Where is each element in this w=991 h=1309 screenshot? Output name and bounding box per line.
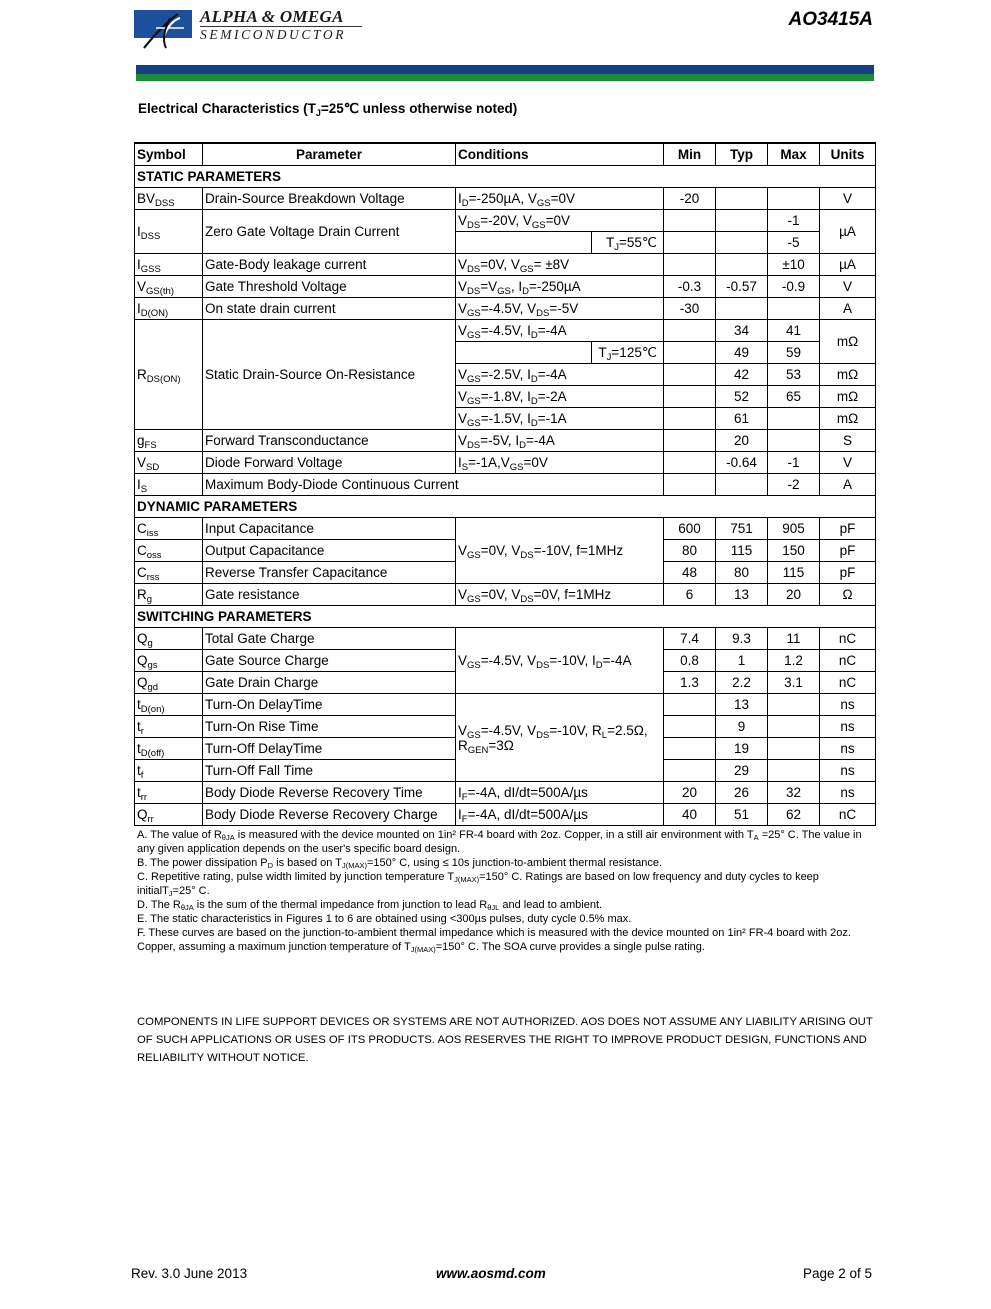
min-cell: 0.8 (664, 650, 716, 672)
symbol-cell: $t_{D(off)}$ (135, 738, 203, 760)
symbol-cell: $t_{rr}$ (135, 782, 203, 804)
disclaimer: COMPONENTS IN LIFE SUPPORT DEVICES OR SYSTEMS ARE NOT AUTHORIZED. AOS DOES NOT ASSUME ANY LIABILITY ARISING OUT OF SUCH APPLICATIONS OR USES OF ITS PRODUCTS. AOS RESERVES THE RIGHT TO IMPROVE PRODUCT DESIGN, FUNCTIONS AND RELIABILITY WITHOUT NOTICE. (137, 1016, 873, 1064)
min-cell: 7.4 (664, 628, 716, 650)
symbol-cell: $R_{DS(ON)}$ (135, 320, 203, 430)
min-cell: 40 (664, 804, 716, 826)
max-cell: -0.9 (768, 276, 820, 298)
max-cell: 53 (768, 364, 820, 386)
table-cell (664, 364, 716, 386)
header-typ: Typ (716, 143, 768, 166)
units-cell: Ω (820, 584, 876, 606)
units-cell: V (820, 452, 876, 474)
typ-cell: 2.2 (716, 672, 768, 694)
conditions-cell: $V_{DS}=-5V$, $I_D=-4A$ (456, 430, 664, 452)
units-cell: S (820, 430, 876, 452)
parameter-cell: Turn-Off Fall Time (203, 760, 456, 782)
electrical-characteristics-table (134, 142, 876, 826)
conditions-cell: $V_{GS}=-2.5V$, $I_D=-4A$ (456, 364, 664, 386)
note-c: C. Repetitive rating, pulse width limited by junction temperature $T_{J(MAX)}=150^\circ$ C. Ratings are based on low frequency and duty cycles to keep initialT$_J$=25° C. (137, 871, 819, 898)
conditions-tj-cell: $T_J=125℃$ (592, 342, 664, 364)
typ-cell (716, 298, 768, 320)
alpha-omega-mark-icon (134, 8, 194, 52)
units-cell: V (820, 188, 876, 210)
note-b: B. The power dissipation $P_D$ is based on $T_{J(MAX)}=150^\circ$ C, using ≤ 10s junction-to-ambient thermal resistance. (137, 857, 663, 870)
units-cell: mΩ (820, 386, 876, 408)
table-cell (664, 716, 716, 738)
table-cell (768, 716, 820, 738)
symbol-cell: $C_{rss}$ (135, 562, 203, 584)
max-cell: -1 (768, 210, 820, 232)
symbol-cell: $C_{oss}$ (135, 540, 203, 562)
typ-cell: 13 (716, 584, 768, 606)
typ-cell: 42 (716, 364, 768, 386)
parameter-cell: Forward Transconductance (203, 430, 456, 452)
typ-cell: 34 (716, 320, 768, 342)
note-d: D. The $R_{\theta JA}$ is the sum of the thermal impedance from junction to lead $R_{\theta JL}$ and lead to ambient. (137, 899, 603, 912)
conditions-cell: $V_{DS}=0V$, $V_{GS}= \pm 8V$ (456, 254, 664, 276)
symbol-cell: $g_{FS}$ (135, 430, 203, 452)
conditions-cell: $I_F=-4A$, dI/dt=500A/µs (456, 804, 664, 826)
row-gfs (135, 430, 876, 452)
symbol-cell: $t_r$ (135, 716, 203, 738)
typ-cell: 26 (716, 782, 768, 804)
units-cell: nC (820, 672, 876, 694)
typ-cell: 9.3 (716, 628, 768, 650)
units-cell: pF (820, 562, 876, 584)
max-cell: 20 (768, 584, 820, 606)
conditions-cell: $V_{GS}=0V$, $V_{DS}=0V$, f=1MHz (456, 584, 664, 606)
row-qg (135, 628, 876, 650)
typ-cell: 29 (716, 760, 768, 782)
conditions-cell: $V_{GS}=-4.5V$, $I_D=-4A$ (456, 320, 664, 342)
conditions-cell: $V_{GS}=-4.5V$, $V_{DS}=-5V$ (456, 298, 664, 320)
typ-cell: 51 (716, 804, 768, 826)
company-logo (134, 8, 369, 52)
min-cell: 80 (664, 540, 716, 562)
units-cell: ns (820, 782, 876, 804)
note-a: A. The value of $R_{\theta JA}$ is measured with the device mounted on 1in² FR-4 board with 2oz. Copper, in a still air environment with $T_A =25^\circ$ C. The value in any given application depends on the user's specific board design. (137, 829, 862, 855)
symbol-cell: $I_{GSS}$ (135, 254, 203, 276)
parameter-cell: Gate resistance (203, 584, 456, 606)
header-bar-green (136, 74, 874, 81)
table-cell (664, 210, 716, 232)
conditions-cell: $V_{GS}=-1.5V$, $I_D=-1A$ (456, 408, 664, 430)
max-cell (768, 188, 820, 210)
parameter-cell: On state drain current (203, 298, 456, 320)
max-cell (768, 298, 820, 320)
row-idss (135, 210, 876, 232)
min-cell (664, 254, 716, 276)
max-cell: 11 (768, 628, 820, 650)
row-rdson-1 (135, 320, 876, 342)
note-e: E. The static characteristics in Figures 1 to 6 are obtained using <300µs pulses, duty cycle 0.5% max. (137, 913, 632, 925)
table-cell (664, 760, 716, 782)
parameter-cell: Drain-Source Breakdown Voltage (203, 188, 456, 210)
units-cell: ns (820, 738, 876, 760)
row-rg (135, 584, 876, 606)
symbol-cell: $C_{iss}$ (135, 518, 203, 540)
symbol-cell: $Q_g$ (135, 628, 203, 650)
table-cell (664, 738, 716, 760)
table-cell (716, 474, 768, 496)
symbol-cell: $Q_{rr}$ (135, 804, 203, 826)
parameter-cell: Maximum Body-Diode Continuous Current (203, 474, 664, 496)
units-cell: V (820, 276, 876, 298)
section-title: Electrical Characteristics ($T_J=25℃$ unless otherwise noted) (138, 101, 518, 118)
max-cell: -2 (768, 474, 820, 496)
conditions-cell: $I_D=-250\mu A$, $V_{GS}=0V$ (456, 188, 664, 210)
parameter-cell: Input Capacitance (203, 518, 456, 540)
revision-text: Rev. 3.0 June 2013 (131, 1266, 248, 1281)
table-cell (768, 694, 820, 716)
table-header-row (135, 143, 876, 166)
parameter-cell: Gate-Body leakage current (203, 254, 456, 276)
row-idon (135, 298, 876, 320)
symbol-cell: $I_S$ (135, 474, 203, 496)
min-cell: 600 (664, 518, 716, 540)
max-cell: 59 (768, 342, 820, 364)
page-number: Page 2 of 5 (802, 1266, 872, 1281)
symbol-cell: $BV_{DSS}$ (135, 188, 203, 210)
parameter-cell: Zero Gate Voltage Drain Current (203, 210, 456, 254)
typ-cell: 19 (716, 738, 768, 760)
conditions-cell: $V_{GS}=-1.8V$, $I_D=-2A$ (456, 386, 664, 408)
typ-cell: 61 (716, 408, 768, 430)
part-number: AO3415A (788, 9, 873, 30)
row-vgsth (135, 276, 876, 298)
parameter-cell: Turn-On Rise Time (203, 716, 456, 738)
table-cell (768, 760, 820, 782)
section-dynamic (135, 496, 876, 518)
table-cell (664, 474, 716, 496)
section-switching (135, 606, 876, 628)
min-cell: 20 (664, 782, 716, 804)
parameter-cell: Gate Source Charge (203, 650, 456, 672)
max-cell: 3.1 (768, 672, 820, 694)
typ-cell: 9 (716, 716, 768, 738)
max-cell (768, 430, 820, 452)
units-cell: ns (820, 716, 876, 738)
brand-name: ALPHA & OMEGA (200, 7, 344, 26)
conditions-cell (456, 232, 592, 254)
parameter-cell: Gate Drain Charge (203, 672, 456, 694)
row-ciss (135, 518, 876, 540)
header-min: Min (664, 143, 716, 166)
header-parameter: Parameter (203, 143, 456, 166)
brand-subtitle: SEMICONDUCTOR (200, 27, 347, 42)
max-cell: 1.2 (768, 650, 820, 672)
max-cell: 41 (768, 320, 820, 342)
table-cell (664, 408, 716, 430)
parameter-cell: Static Drain-Source On-Resistance (203, 320, 456, 430)
max-cell: ±10 (768, 254, 820, 276)
max-cell: -5 (768, 232, 820, 254)
conditions-cell (456, 342, 592, 364)
symbol-cell: $R_g$ (135, 584, 203, 606)
table-cell (716, 210, 768, 232)
typ-cell: -0.57 (716, 276, 768, 298)
max-cell: 65 (768, 386, 820, 408)
typ-cell: 52 (716, 386, 768, 408)
max-cell: 115 (768, 562, 820, 584)
typ-cell: 751 (716, 518, 768, 540)
symbol-cell: $I_{D(ON)}$ (135, 298, 203, 320)
units-cell: nC (820, 650, 876, 672)
table-cell (716, 232, 768, 254)
symbol-cell: $V_{SD}$ (135, 452, 203, 474)
symbol-cell: $I_{DSS}$ (135, 210, 203, 254)
parameter-cell: Diode Forward Voltage (203, 452, 456, 474)
note-f: F. These curves are based on the junction-to-ambient thermal impedance which is measured with the device mounted on 1in² FR-4 board with 2oz. Copper, assuming a maximum junction temperature of $T_{J(MAX)}=150^\circ$ C. The SOA curve provides a single pulse rating. (137, 927, 851, 954)
table-cell (664, 694, 716, 716)
max-cell: 62 (768, 804, 820, 826)
symbol-cell: $V_{GS(th)}$ (135, 276, 203, 298)
conditions-cell: $I_F=-4A$, dI/dt=500A/µs (456, 782, 664, 804)
symbol-cell: $Q_{gs}$ (135, 650, 203, 672)
parameter-cell: Output Capacitance (203, 540, 456, 562)
conditions-tj-cell: $T_J=55℃$ (592, 232, 664, 254)
min-cell (664, 452, 716, 474)
parameter-cell: Turn-Off DelayTime (203, 738, 456, 760)
row-is (135, 474, 876, 496)
table-cell (664, 386, 716, 408)
header-units: Units (820, 143, 876, 166)
header-bar-blue (136, 65, 874, 74)
min-cell (664, 430, 716, 452)
min-cell: 48 (664, 562, 716, 584)
max-cell: 905 (768, 518, 820, 540)
table-cell (664, 232, 716, 254)
conditions-cell: $V_{DS}=-20V$, $V_{GS}=0V$ (456, 210, 664, 232)
parameter-cell: Body Diode Reverse Recovery Charge (203, 804, 456, 826)
min-cell: 6 (664, 584, 716, 606)
units-cell: mΩ (820, 364, 876, 386)
min-cell: -20 (664, 188, 716, 210)
table-cell (664, 342, 716, 364)
typ-cell: -0.64 (716, 452, 768, 474)
header-symbol: Symbol (135, 143, 203, 166)
parameter-cell: Turn-On DelayTime (203, 694, 456, 716)
units-cell: µA (820, 254, 876, 276)
conditions-cell: $V_{GS}=-4.5V$, $V_{DS}=-10V$, $I_D=-4A$ (456, 628, 664, 694)
max-cell: -1 (768, 452, 820, 474)
symbol-cell: $Q_{gd}$ (135, 672, 203, 694)
min-cell: -0.3 (664, 276, 716, 298)
table-cell (768, 738, 820, 760)
row-trr (135, 782, 876, 804)
row-tdon (135, 694, 876, 716)
typ-cell: 80 (716, 562, 768, 584)
units-cell: ns (820, 694, 876, 716)
parameter-cell: Gate Threshold Voltage (203, 276, 456, 298)
max-cell (768, 408, 820, 430)
conditions-cell: $V_{GS}=0V$, $V_{DS}=-10V$, f=1MHz (456, 518, 664, 584)
units-cell: µA (820, 210, 876, 254)
max-cell: 150 (768, 540, 820, 562)
conditions-cell: $I_S=-1A,V_{GS}=0V$ (456, 452, 664, 474)
typ-cell: 20 (716, 430, 768, 452)
typ-cell: 1 (716, 650, 768, 672)
typ-cell (716, 188, 768, 210)
units-cell: ns (820, 760, 876, 782)
min-cell: 1.3 (664, 672, 716, 694)
section-heading: STATIC PARAMETERS (135, 166, 876, 188)
section-heading: SWITCHING PARAMETERS (135, 606, 876, 628)
section-heading: DYNAMIC PARAMETERS (135, 496, 876, 518)
units-cell: pF (820, 540, 876, 562)
header-conditions: Conditions (456, 143, 664, 166)
symbol-cell: $t_f$ (135, 760, 203, 782)
conditions-cell: $V_{DS}=V_{GS}$, $I_D=-250\mu A$ (456, 276, 664, 298)
table-cell (664, 320, 716, 342)
units-cell: nC (820, 628, 876, 650)
website-link[interactable]: www.aosmd.com (436, 1266, 546, 1281)
typ-cell: 13 (716, 694, 768, 716)
parameter-cell: Body Diode Reverse Recovery Time (203, 782, 456, 804)
row-bvdss (135, 188, 876, 210)
units-cell: mΩ (820, 320, 876, 364)
units-cell: nC (820, 804, 876, 826)
conditions-cell: $V_{GS}=-4.5V$, $V_{DS}=-10V$, $R_L=2.5\Omega$, $R_{GEN}=3\Omega$ (456, 694, 664, 782)
units-cell: A (820, 298, 876, 320)
row-igss (135, 254, 876, 276)
parameter-cell: Reverse Transfer Capacitance (203, 562, 456, 584)
typ-cell (716, 254, 768, 276)
units-cell: pF (820, 518, 876, 540)
max-cell: 32 (768, 782, 820, 804)
symbol-cell: $t_{D(on)}$ (135, 694, 203, 716)
header-max: Max (768, 143, 820, 166)
typ-cell: 115 (716, 540, 768, 562)
typ-cell: 49 (716, 342, 768, 364)
footnotes (137, 828, 872, 954)
min-cell: -30 (664, 298, 716, 320)
section-static (135, 166, 876, 188)
row-vsd (135, 452, 876, 474)
parameter-cell: Total Gate Charge (203, 628, 456, 650)
units-cell: A (820, 474, 876, 496)
units-cell: mΩ (820, 408, 876, 430)
row-qrr (135, 804, 876, 826)
